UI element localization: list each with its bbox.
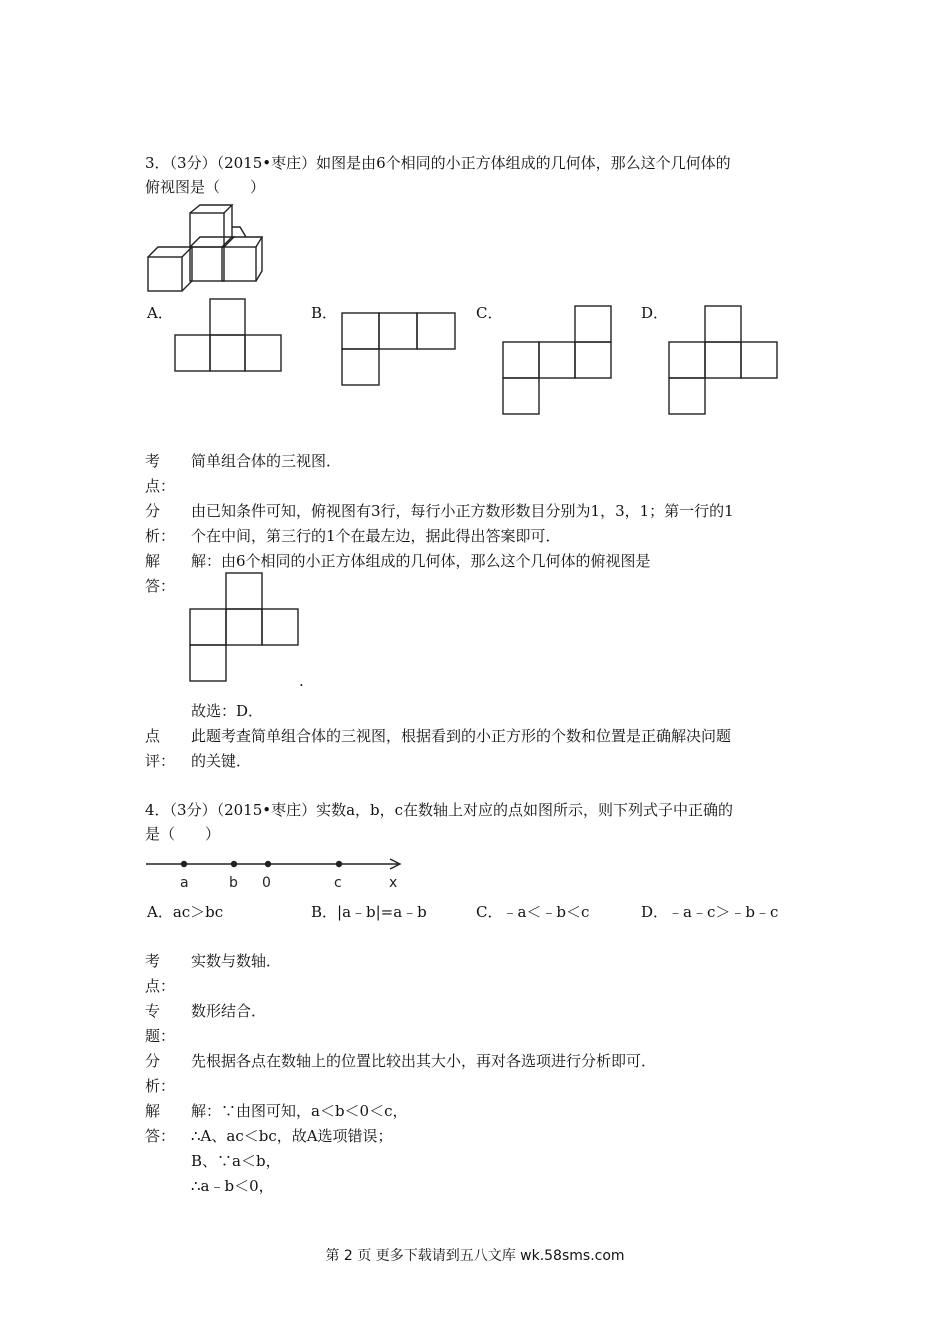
q3-kaodian-label-1: 考 (145, 452, 161, 470)
axis-label-a: a (180, 875, 189, 891)
q4-jieda-line1: 解：∵由图可知，a＜b＜0＜c， (191, 1102, 408, 1120)
point-c (336, 861, 342, 867)
q3-fenxi-label-2: 析： (145, 527, 176, 545)
q3-jieda-label-1: 解 (145, 552, 161, 570)
q4-stem-line1: 4．（3分）（2015•枣庄）实数a，b，c在数轴上对应的点如图所示，则下列式子中正确的 (145, 801, 734, 819)
q4-option-a[interactable]: A．ac＞bc (147, 903, 224, 921)
q4-option-c[interactable]: C．﹣a＜﹣b＜c (476, 903, 590, 921)
axis-label-b: b (229, 875, 238, 891)
q3-fenxi-label-1: 分 (145, 502, 161, 520)
axis-label-c: c (334, 875, 342, 891)
page-footer: 第 2 页 更多下载请到五八文库 wk.58sms.com (325, 1248, 625, 1264)
q3-option-b-grid[interactable] (341, 312, 459, 388)
q3-kaodian-text: 简单组合体的三视图． (191, 452, 342, 470)
q4-jieda-line2: ∴A、ac＜bc，故A选项错误； (191, 1127, 393, 1145)
q3-stem-line2: 俯视图是（ ） (145, 178, 266, 196)
point-zero (265, 861, 271, 867)
q4-stem-line2: 是（ ） (145, 825, 221, 843)
q3-option-c-grid[interactable] (502, 305, 614, 417)
q4-fenxi-label-1: 分 (145, 1052, 161, 1070)
q3-dianping-line2: 的关键． (191, 752, 252, 770)
cube-bottom-mid (190, 237, 234, 281)
q3-jieda-line1: 解：由6个相同的小正方体组成的几何体，那么这个几何体的俯视图是 (191, 552, 651, 570)
q3-option-d-grid[interactable] (668, 305, 780, 417)
q3-cube-figure (146, 205, 266, 295)
q4-zhuanti-text: 数形结合． (191, 1002, 267, 1020)
q4-jieda-label-1: 解 (145, 1102, 161, 1120)
q4-fenxi-text: 先根据各点在数轴上的位置比较出其大小，再对各选项进行分析即可． (191, 1052, 657, 1070)
q3-answer-grid (189, 572, 301, 684)
q4-fenxi-label-2: 析： (145, 1077, 176, 1095)
q3-kaodian-label-2: 点： (145, 477, 176, 495)
point-a (181, 861, 187, 867)
q4-number-line (146, 854, 408, 894)
q4-jieda-label-2: 答： (145, 1127, 176, 1145)
q4-jieda-line4: ∴a﹣b＜0， (191, 1177, 274, 1195)
q3-dianping-line1: 此题考查简单组合体的三视图，根据看到的小正方形的个数和位置是正确解决问题 (191, 727, 732, 745)
q3-fenxi-line2: 个在中间，第三行的1个在最左边，据此得出答案即可． (191, 527, 561, 545)
point-b (231, 861, 237, 867)
q3-jieda-answer: 故选：D． (191, 702, 264, 720)
q3-dianping-label-1: 点 (145, 727, 161, 745)
q4-option-b[interactable]: B．|a﹣b|=a﹣b (311, 903, 427, 921)
q3-stem-line1: 3．（3分）（2015•枣庄）如图是由6个相同的小正方体组成的几何体，那么这个几何体的 (145, 154, 731, 172)
q4-kaodian-label-1: 考 (145, 952, 161, 970)
q3-option-c-label[interactable]: C． (476, 304, 503, 322)
q3-jieda-dot: . (299, 672, 304, 690)
q3-dianping-label-2: 评： (145, 752, 176, 770)
cube-bottom-left (148, 247, 192, 291)
axis-label-zero: 0 (262, 875, 271, 891)
q4-option-d[interactable]: D．﹣a﹣c＞﹣b﹣c (641, 903, 779, 921)
q4-kaodian-label-2: 点： (145, 977, 176, 995)
q3-fenxi-line1: 由已知条件可知，俯视图有3行，每行小正方数形数目分别为1，3，1；第一行的1 (191, 502, 734, 520)
q4-kaodian-text: 实数与数轴． (191, 952, 282, 970)
q4-jieda-line3: B、∵a＜b， (191, 1152, 281, 1170)
q3-option-a-label[interactable]: A． (147, 304, 173, 322)
cube-back-right (232, 227, 246, 237)
axis-label-x: x (389, 875, 398, 891)
q3-option-b-label[interactable]: B． (311, 304, 338, 322)
q4-zhuanti-label-1: 专 (145, 1002, 161, 1020)
q3-jieda-label-2: 答： (145, 577, 176, 595)
q3-option-a-grid[interactable] (174, 298, 284, 374)
q4-zhuanti-label-2: 题： (145, 1027, 176, 1045)
q3-option-d-label[interactable]: D． (641, 304, 669, 322)
